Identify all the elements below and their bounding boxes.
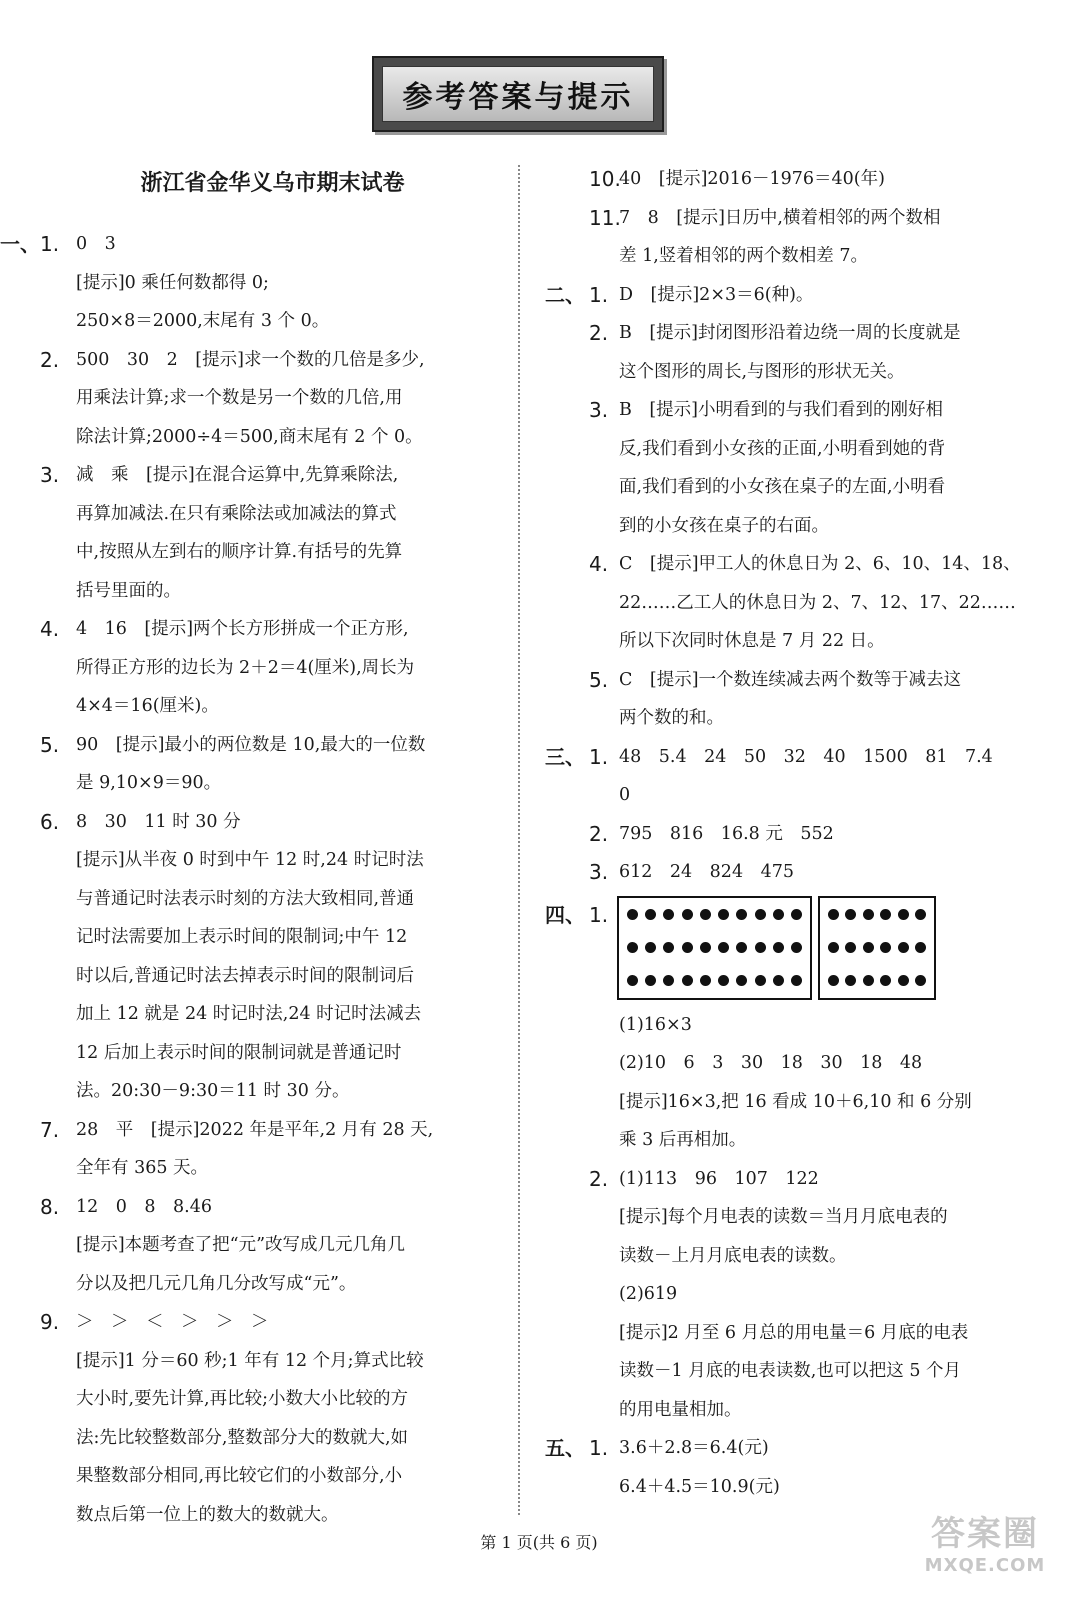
- answer-item: [545, 1429, 1065, 1506]
- dot: [736, 942, 747, 953]
- answer-line: [提示]每个月电表的读数＝当月月底电表的: [619, 1207, 948, 1227]
- dot: [627, 942, 638, 953]
- answer-line: 差 1,竖着相邻的两个数相差 7。: [619, 246, 868, 266]
- answer-line: 记时法需要加上表示时间的限制词;中午 12: [76, 927, 408, 947]
- answer-line: [提示]16×3,把 16 看成 10＋6,10 和 6 分别: [619, 1091, 972, 1112]
- dot: [663, 909, 674, 920]
- dot: [645, 975, 656, 986]
- answer-line: 3.6＋2.8＝6.4(元): [619, 1438, 769, 1458]
- answer-line: 乘 3 后再相加。: [619, 1130, 747, 1150]
- dot-array-figure: [617, 896, 1065, 1000]
- answer-line: [提示]1 分＝60 秒;1 年有 12 个月;算式比较: [76, 1350, 424, 1371]
- dot: [880, 909, 891, 920]
- answer-line: 所以下次同时休息是 7 月 22 日。: [619, 631, 885, 651]
- dot: [773, 942, 784, 953]
- answer-line: 数点后第一位上的数大的数就大。: [76, 1504, 339, 1525]
- answer-item: [0, 1188, 505, 1304]
- answer-line: 7 8 [提示]日历中,横着相邻的两个数相: [619, 207, 941, 228]
- dot: [736, 975, 747, 986]
- dot: [755, 909, 766, 920]
- answer-item: [0, 341, 505, 457]
- answer-line: 28 平 [提示]2022 年是平年,2 月有 28 天,: [76, 1119, 434, 1140]
- dot: [682, 975, 693, 986]
- dot: [845, 942, 856, 953]
- answer-item: [0, 610, 505, 726]
- answer-line: 读数－上月月底电表的读数。: [619, 1245, 847, 1266]
- dot: [627, 909, 638, 920]
- watermark-text: 答案圈: [931, 1514, 1039, 1554]
- dot: [915, 909, 926, 920]
- answer-line: C [提示]甲工人的休息日为 2、6、10、14、18、: [619, 554, 1021, 574]
- dot-row: [627, 975, 802, 986]
- banner-title: 参考答案与提示: [382, 66, 654, 122]
- item-number: 3.: [589, 398, 609, 422]
- dot: [773, 975, 784, 986]
- dot: [700, 942, 711, 953]
- answer-line: 法。20:30－9:30＝11 时 30 分。: [76, 1081, 350, 1101]
- item-lines: [619, 1006, 1065, 1160]
- dot: [627, 975, 638, 986]
- answer-line: [提示]2 月至 6 月总的用电量＝6 月底的电表: [619, 1322, 969, 1343]
- answer-line: 4 16 [提示]两个长方形拼成一个正方形,: [76, 619, 409, 639]
- dot-row: [828, 909, 926, 920]
- section-label: 五、: [545, 1436, 585, 1460]
- item-number: 6.: [40, 809, 60, 834]
- answer-item: [0, 1303, 505, 1534]
- section-5-list: [545, 1429, 1065, 1506]
- answer-item: [545, 545, 1065, 661]
- answer-item: [0, 726, 505, 803]
- left-column: [0, 160, 505, 1534]
- answer-line: 90 [提示]最小的两位数是 10,最大的一位数: [76, 734, 426, 755]
- answer-line: 大小时,要先计算,再比较;小数大小比较的方: [76, 1389, 409, 1409]
- answer-line: 8 30 11 时 30 分: [76, 811, 241, 832]
- dot: [645, 909, 656, 920]
- answer-line: C [提示]一个数连续减去两个数等于减去这: [619, 669, 962, 690]
- answer-item: [545, 853, 1065, 892]
- answer-item: [545, 276, 1065, 315]
- answer-line: 除法计算;2000÷4＝500,商末尾有 2 个 0。: [76, 426, 423, 447]
- answer-line: 0 3: [76, 234, 116, 254]
- dot: [898, 975, 909, 986]
- section-3-list: [545, 738, 1065, 892]
- dot-row: [828, 942, 926, 953]
- answer-item: [545, 391, 1065, 545]
- answer-line: 6.4＋4.5＝10.9(元): [619, 1476, 780, 1497]
- dot: [700, 909, 711, 920]
- dot: [700, 975, 711, 986]
- answer-line: ＞ ＞ ＜ ＞ ＞ ＞: [76, 1312, 269, 1332]
- item-number: 1.: [589, 744, 609, 769]
- watermark-logo: [910, 1506, 1060, 1586]
- item-number: 7.: [40, 1117, 60, 1142]
- answer-item: [545, 815, 1065, 854]
- answer-line: 读数－1 月底的电表读数,也可以把这 5 个月: [619, 1361, 962, 1381]
- dot: [645, 942, 656, 953]
- answer-line: (2)619: [619, 1284, 678, 1304]
- section-label: 一、: [0, 232, 40, 256]
- answer-line: 40 [提示]2016－1976＝40(年): [619, 169, 885, 189]
- dot: [863, 975, 874, 986]
- answer-line: 12 后加上表示时间的限制词就是普通记时: [76, 1042, 402, 1063]
- answer-line: 4×4＝16(厘米)。: [76, 696, 219, 716]
- dot: [845, 909, 856, 920]
- answer-item: [545, 199, 1065, 276]
- dot-row: [627, 942, 802, 953]
- section-label: 四、: [545, 902, 585, 927]
- answer-line: 48 5.4 24 50 32 40 1500 81 7.4: [619, 746, 993, 767]
- dot: [791, 942, 802, 953]
- answer-item: [0, 456, 505, 610]
- section-label: 三、: [545, 744, 585, 769]
- dot: [791, 975, 802, 986]
- answer-item: [545, 896, 1065, 1160]
- answer-line: (1)16×3: [619, 1014, 692, 1035]
- dot: [828, 942, 839, 953]
- answer-item: [545, 1160, 1065, 1430]
- dot: [718, 975, 729, 986]
- answer-line: 250×8＝2000,末尾有 3 个 0。: [76, 311, 330, 331]
- answer-line: 612 24 824 475: [619, 862, 794, 882]
- answer-line: 分以及把几元几角几分改写成“元”。: [76, 1273, 357, 1294]
- section-1-continued: [545, 160, 1065, 276]
- item-number: 2.: [589, 1166, 609, 1191]
- answer-line: [提示]本题考查了把“元”改写成几元几角几: [76, 1235, 406, 1255]
- answer-line: 的用电量相加。: [619, 1399, 742, 1420]
- item-number: 4.: [589, 552, 609, 576]
- answer-line: 这个图形的周长,与图形的形状无关。: [619, 361, 905, 382]
- dot: [880, 942, 891, 953]
- answer-item: [0, 1111, 505, 1188]
- answer-line: 中,按照从左到右的顺序计算.有括号的先算: [76, 542, 403, 562]
- answer-line: 两个数的和。: [619, 708, 724, 728]
- answer-line: 括号里面的。: [76, 580, 181, 601]
- answer-line: 用乘法计算;求一个数是另一个数的几倍,用: [76, 388, 403, 408]
- dot: [736, 909, 747, 920]
- answer-line: B [提示]封闭图形沿着边绕一周的长度就是: [619, 323, 961, 343]
- dot: [863, 942, 874, 953]
- dot: [682, 942, 693, 953]
- item-number: 5.: [40, 732, 60, 757]
- dot: [773, 909, 784, 920]
- exam-title: 浙江省金华义乌市期末试卷: [140, 171, 405, 196]
- item-number: 11.: [589, 205, 621, 230]
- watermark-url: MXQE.COM: [924, 1555, 1046, 1576]
- answer-item: [545, 160, 1065, 199]
- item-number: 5.: [589, 667, 609, 692]
- dot: [898, 909, 909, 920]
- right-column: [545, 160, 1065, 1506]
- page-footer: 第 1 页(共 6 页): [480, 1533, 598, 1552]
- answer-line: 是 9,10×9＝90。: [76, 773, 222, 793]
- answer-line: [提示]从半夜 0 时到中午 12 时,24 时记时法: [76, 850, 424, 870]
- answer-line: 22……乙工人的休息日为 2、7、12、17、22……: [619, 592, 1016, 613]
- answer-item: [545, 661, 1065, 738]
- section-2-list: [545, 276, 1065, 738]
- answer-line: 500 30 2 [提示]求一个数的几倍是多少,: [76, 349, 425, 370]
- dot: [718, 909, 729, 920]
- answer-item: [545, 314, 1065, 391]
- answer-item: [0, 225, 505, 341]
- item-number: 1.: [589, 902, 609, 927]
- dot: [791, 909, 802, 920]
- item-number: 10.: [589, 167, 621, 191]
- dot: [755, 942, 766, 953]
- dot: [663, 975, 674, 986]
- dot: [828, 975, 839, 986]
- item-number: 2.: [589, 821, 609, 846]
- dot-row: [828, 975, 926, 986]
- answer-line: D [提示]2×3＝6(种)。: [619, 284, 814, 305]
- section-4-list: [545, 896, 1065, 1430]
- dot: [755, 975, 766, 986]
- section-1-list: [0, 225, 505, 1534]
- dot: [863, 909, 874, 920]
- column-divider: [518, 165, 520, 1515]
- answer-line: [提示]0 乘任何数都得 0;: [76, 272, 269, 293]
- answer-line: 795 816 16.8 元 552: [619, 823, 834, 844]
- answer-line: 0: [619, 785, 631, 805]
- answer-line: 所得正方形的边长为 2＋2＝4(厘米),周长为: [76, 657, 415, 678]
- dot: [880, 975, 891, 986]
- dot-array-left: [617, 896, 812, 1000]
- answer-line: 全年有 365 天。: [76, 1158, 209, 1178]
- item-number: 2.: [40, 347, 60, 372]
- dot: [682, 909, 693, 920]
- answer-line: 果整数部分相同,再比较它们的小数部分,小: [76, 1466, 403, 1486]
- dot: [718, 942, 729, 953]
- dot: [663, 942, 674, 953]
- answer-line: 反,我们看到小女孩的正面,小明看到她的背: [619, 438, 946, 459]
- dot: [915, 975, 926, 986]
- answer-line: B [提示]小明看到的与我们看到的刚好相: [619, 400, 944, 420]
- answer-line: 面,我们看到的小女孩在桌子的左面,小明看: [619, 477, 946, 497]
- answer-line: (2)10 6 3 30 18 30 18 48: [619, 1053, 923, 1073]
- dot: [898, 942, 909, 953]
- dot-row: [627, 909, 802, 920]
- answer-banner: [372, 56, 664, 132]
- dot: [828, 909, 839, 920]
- answer-item: [545, 738, 1065, 815]
- item-number: 3.: [40, 463, 60, 487]
- dot: [845, 975, 856, 986]
- item-number: 1.: [40, 232, 60, 256]
- answer-line: 到的小女孩在桌子的右面。: [619, 515, 829, 536]
- item-number: 8.: [40, 1194, 60, 1219]
- answer-line: 时以后,普通记时法去掉表示时间的限制词后: [76, 965, 415, 986]
- item-number: 1.: [589, 1436, 609, 1460]
- answer-line: (1)113 96 107 122: [619, 1168, 819, 1189]
- answer-line: 再算加减法.在只有乘除法或加减法的算式: [76, 503, 397, 524]
- item-number: 2.: [589, 321, 609, 345]
- answer-item: [0, 803, 505, 1111]
- item-number: 1.: [589, 282, 609, 307]
- answer-line: 与普通记时法表示时刻的方法大致相同,普通: [76, 888, 415, 909]
- item-number: 4.: [40, 617, 60, 641]
- dot: [915, 942, 926, 953]
- item-number: 3.: [589, 860, 609, 884]
- answer-line: 法:先比较整数部分,整数部分大的数就大,如: [76, 1427, 409, 1448]
- section-label: 二、: [545, 282, 585, 307]
- item-number: 9.: [40, 1310, 60, 1334]
- answer-line: 减 乘 [提示]在混合运算中,先算乘除法,: [76, 465, 399, 485]
- answer-line: 12 0 8 8.46: [76, 1196, 213, 1217]
- answer-line: 加上 12 就是 24 时记时法,24 时记时法减去: [76, 1004, 422, 1024]
- dot-array-right: [818, 896, 936, 1000]
